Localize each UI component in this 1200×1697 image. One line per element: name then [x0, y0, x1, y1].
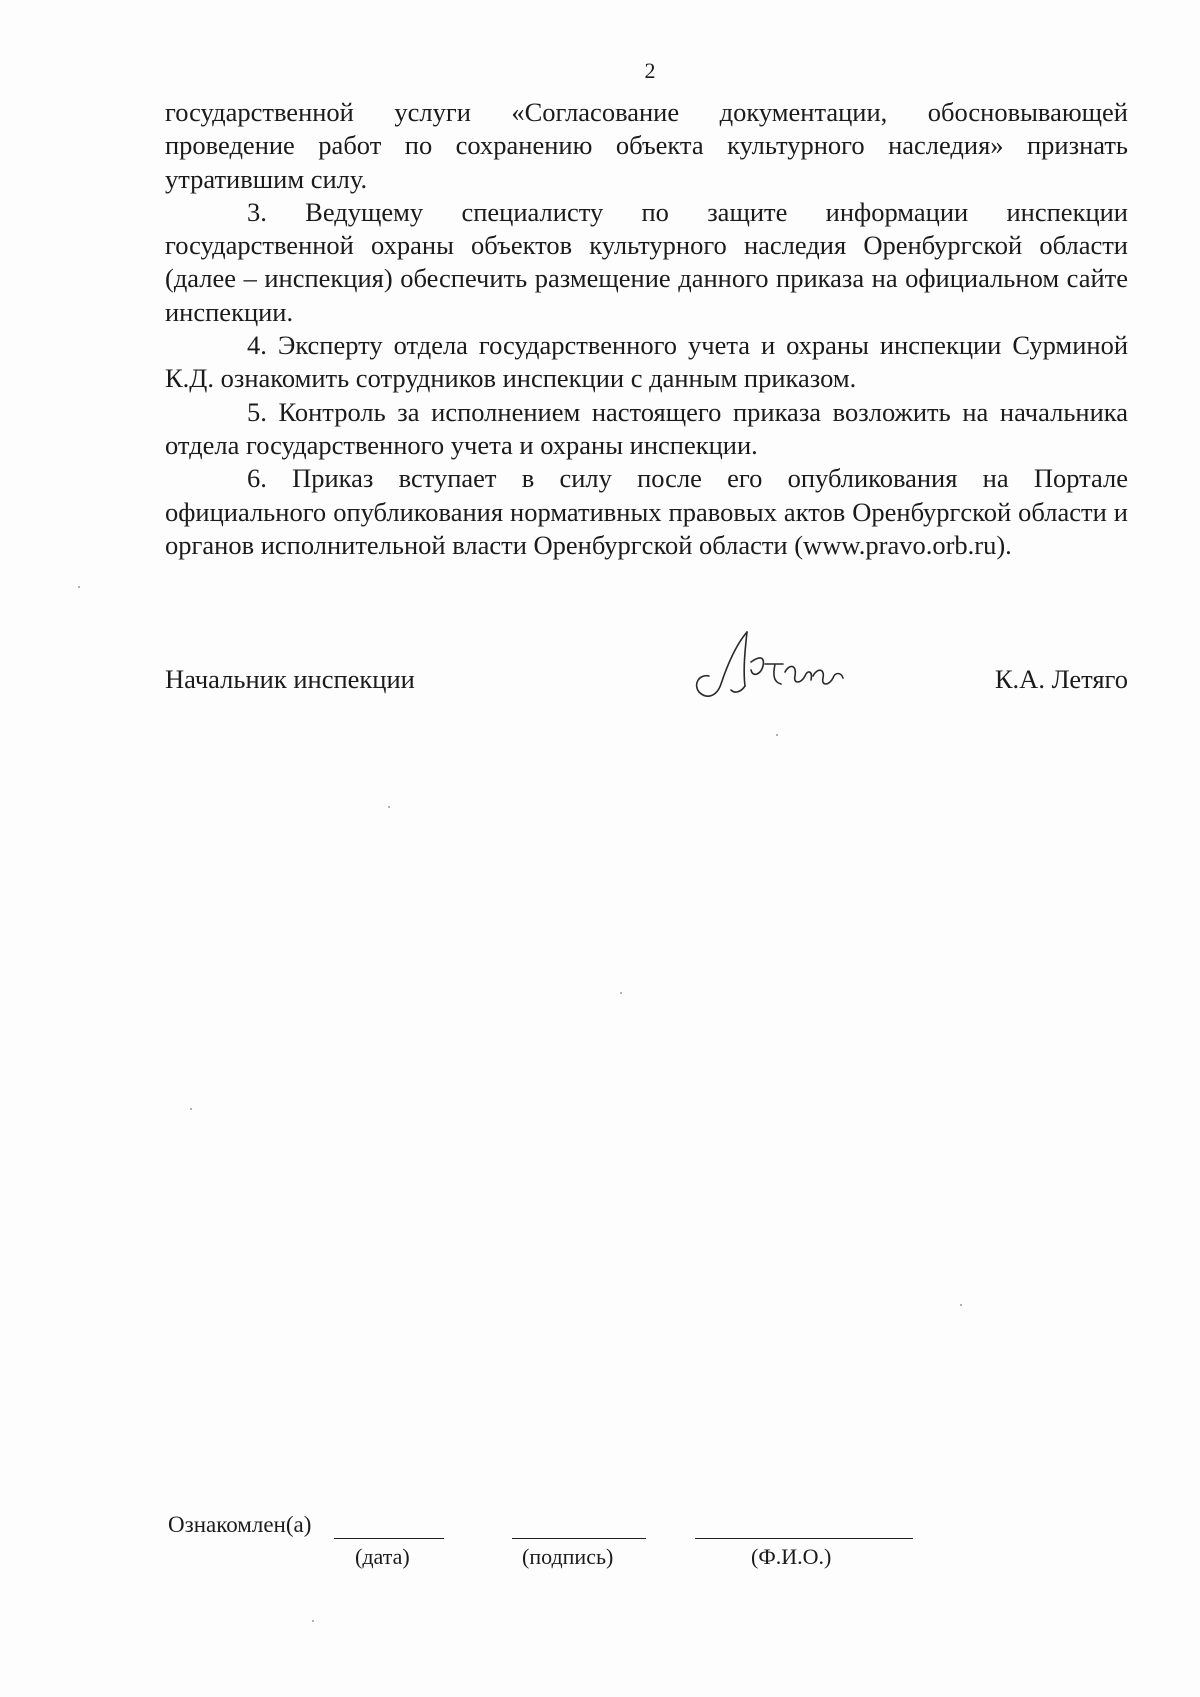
page-number: 2 [644, 58, 656, 83]
paragraph-item-4: 4. Эксперту отдела государственного учета и охраны инспекции Сурминой К.Д. ознакомить сотрудников инспекции с данным приказом. [165, 330, 1128, 394]
scan-speck [960, 1304, 962, 1306]
signature-block [165, 664, 1128, 724]
name-caption: (Ф.И.О.) [751, 1544, 832, 1569]
paragraph-item-3: 3. Ведущему специалисту по защите информации инспекции государственной охраны объектов культурного наследия Оренбургской области (далее – инспекция) обеспечить размещение данного приказа на официальном сайте инспекции. [165, 196, 1128, 327]
order-body [165, 96, 1128, 562]
signature-line [512, 1538, 646, 1539]
scan-speck [190, 1108, 192, 1110]
signature-caption: (подпись) [522, 1544, 614, 1569]
acknowledgement-block [168, 1512, 928, 1582]
paragraph-item-5: 5. Контроль за исполнением настоящего приказа возложить на начальника отдела государственного учета и охраны инспекции. [165, 396, 1128, 460]
signer-position: Начальник инспекции [165, 664, 415, 694]
scan-speck [312, 1620, 314, 1622]
paragraph-item-6: 6. Приказ вступает в силу после его опубликования на Портале официального опубликования нормативных правовых актов Оренбургской области и органов исполнительной власти Оренбургской области (www.pravo.orb.ru). [165, 463, 1128, 560]
scan-speck [78, 586, 80, 588]
scan-speck [388, 806, 390, 808]
date-line [334, 1538, 444, 1539]
scan-speck [620, 992, 622, 994]
handwritten-signature [685, 626, 855, 706]
acknowledgement-label: Ознакомлен(а) [168, 1512, 312, 1537]
name-line [695, 1538, 913, 1539]
date-caption: (дата) [355, 1544, 410, 1569]
paragraph-continuation: государственной услуги «Согласование документации, обосновывающей проведение работ по сохранению объекта культурного наследия» признать утратившим силу. [165, 97, 1128, 194]
signer-name: К.А. Летяго [994, 664, 1128, 694]
scan-speck [776, 734, 778, 736]
